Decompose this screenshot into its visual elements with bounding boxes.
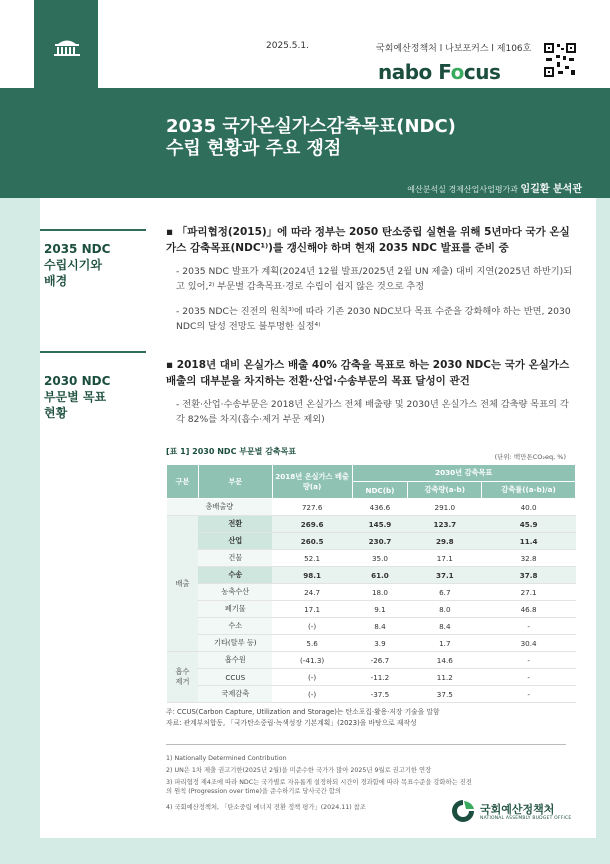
table-row: 산업 260.5 230.7 29.8 11.4 — [167, 533, 576, 550]
section-rule — [40, 351, 146, 353]
issue-label: 국회예산정책처 l 나보포커스 l 제106호 — [376, 44, 532, 54]
page-title-line2: 수립 현황과 주요 쟁점 — [166, 138, 342, 159]
footnote-3: 3) 파리협정 제4조에 따라 NDC는 국가별로 자유롭게 설정하되 시간이 경과함에 따라 목표수준을 강화하는 진전의 원칙 (Progression over time)을 준수하기로 당사국간 합의 — [166, 779, 472, 795]
assembly-building-icon — [52, 38, 82, 58]
ndc-target-table — [166, 464, 576, 703]
nabo-focus-logo: nabo Focus — [378, 60, 501, 84]
bottom-margin-band — [0, 838, 610, 864]
nabo-footer-logo: 국회예산정책처 NATIONAL ASSEMBLY BUDGET OFFICE — [450, 798, 580, 828]
table-note: 주: CCUS(Carbon Capture, Utilization and Storage)는 탄소포집·활용·저장 기술을 말함 — [166, 708, 440, 716]
section-label-ndc2035: 2035 NDC 수립시기와 배경 — [44, 242, 111, 288]
table-row: 기타(탈루 등) 5.6 3.9 1.7 30.4 — [167, 635, 576, 652]
table-row: 흡수 제거 흡수원 (-41.3) -26.7 14.6 - — [167, 652, 576, 669]
publish-date: 2025.5.1. — [266, 41, 309, 51]
table-row: 폐기물 17.1 9.1 8.0 46.8 — [167, 601, 576, 618]
header-emblem-box — [34, 0, 98, 88]
table-unit: (단위: 백만톤CO₂eq, %) — [494, 453, 566, 461]
section2-sub1: - 전환·산업·수송부문은 2018년 온실가스 전체 배출량 및 2030년 온실가스 전체 감축량 목표의 각각 82%를 차지(흡수·제거 부문 제외) — [176, 399, 569, 425]
qr-code-icon[interactable] — [543, 42, 577, 78]
right-margin-band — [596, 198, 610, 864]
table-row: 농축수산 24.7 18.0 6.7 27.1 — [167, 584, 576, 601]
table-row: 배출 전환 269.6 145.9 123.7 45.9 — [167, 516, 576, 533]
section1-bullet: ▪ 「파리협정(2015)」에 따라 정부는 2050 탄소중립 실현을 위해 5년마다 국가 온실가스 감축목표(NDC¹⁾)를 갱신해야 하며 현재 2035 NDC 발표를 준비 중 — [166, 226, 570, 254]
footnote-1: 1) Nationally Determined Contribution — [166, 755, 287, 762]
author-line: 예산분석실 경제산업사업평가과 임길환 분석관 — [407, 184, 582, 195]
section-label-ndc2030: 2030 NDC 부문별 목표 현황 — [44, 374, 111, 420]
th-rate: 감축률((a-b)/a) — [482, 482, 576, 499]
th-sector: 부문 — [198, 465, 272, 499]
th-ndc: NDC(b) — [352, 482, 408, 499]
section2-bullet: ▪ 2018년 대비 온실가스 배출 40% 감축을 목표로 하는 2030 NDC는 국가 온실가스 배출의 대부분을 차지하는 전환·산업·수송부문의 목표 달성이 관건 — [166, 359, 570, 387]
table-row: 수소 (-) 8.4 8.4 - — [167, 618, 576, 635]
section1-sub2: - 2035 NDC는 진전의 원칙³⁾에 따라 기존 2030 NDC보다 목표 수준을 강화해야 하는 반면, 2030 NDC의 달성 전망도 불투명한 실정⁴⁾ — [176, 306, 571, 332]
th-base: 2018년 온실가스 배출량(a) — [272, 465, 352, 499]
table-row: 수송 98.1 61.0 37.1 37.8 — [167, 567, 576, 584]
th-group: 구분 — [167, 465, 199, 499]
top-header — [0, 0, 610, 88]
nabo-emblem-icon — [450, 798, 476, 824]
table-row: 건물 52.1 35.0 17.1 32.8 — [167, 550, 576, 567]
table-row: 국제감축 (-) -37.5 37.5 - — [167, 686, 576, 703]
th-target: 2030년 감축목표 — [352, 465, 576, 482]
footnote-4: 4) 국회예산정책처, 「탄소중립 에너지 전환 정책 평가」(2024.11) 참조 — [166, 804, 366, 811]
table-source: 자료: 관계부처합동, 「국가탄소중립·녹색성장 기본계획」(2023)을 바탕으로 재작성 — [166, 719, 417, 727]
page-title-line1: 2035 국가온실가스감축목표(NDC) — [166, 116, 456, 137]
table-row: CCUS (-) -11.2 11.2 - — [167, 669, 576, 686]
footnote-rule — [166, 744, 566, 745]
section1-sub1: - 2035 NDC 발표가 계획(2024년 12월 발표/2025년 2월 UN 제출) 대비 지연(2025년 하반기)되고 있어,²⁾ 부문별 감축목표·경로 수립이 쉽지 않은 것으로 추정 — [176, 266, 573, 292]
table-title: [표 1] 2030 NDC 부문별 감축목표 — [166, 447, 297, 456]
left-margin-band — [0, 198, 40, 864]
table-row: 총배출량 727.6 436.6 291.0 40.0 — [167, 499, 576, 516]
section-rule — [40, 229, 146, 231]
footnote-2: 2) UN은 1차 제출 권고기한(2025년 2월)을 미준수한 국가가 많아 2025년 9월로 권고기한 연장 — [166, 767, 432, 774]
th-reduction: 감축량(a-b) — [408, 482, 482, 499]
